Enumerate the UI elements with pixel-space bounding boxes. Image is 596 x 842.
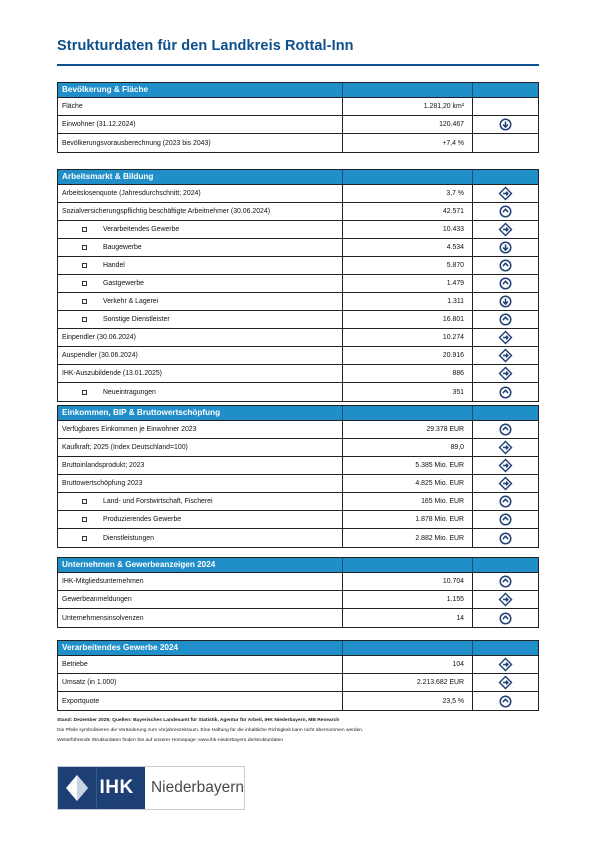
row-value: 20.916 — [343, 347, 473, 364]
ihk-logo — [57, 766, 245, 810]
trend-icon-cell — [473, 365, 538, 382]
trend-icon-cell — [473, 275, 538, 292]
table-row — [58, 293, 538, 311]
trend-icon-cell — [473, 347, 538, 364]
trend-icon-cell — [473, 221, 538, 238]
logo-name-text: Niederbayern — [150, 779, 244, 796]
trend-icon-cell — [473, 692, 538, 710]
row-label: IHK-Mitgliedsunternehmen — [58, 573, 343, 590]
table-row — [58, 511, 538, 529]
table-row — [58, 329, 538, 347]
row-value: 10.704 — [343, 573, 473, 590]
table-row — [58, 692, 538, 710]
table-row — [58, 609, 538, 627]
diamond-arrow-icon — [498, 592, 513, 607]
row-label: Auspendler (30.06.2024) — [58, 347, 343, 364]
logo-mark-icon — [58, 767, 96, 809]
diamond-arrow-icon — [498, 458, 513, 473]
trend-icon-cell — [473, 529, 538, 547]
table-row — [58, 383, 538, 401]
table-row — [58, 493, 538, 511]
row-label: Verarbeitendes Gewerbe — [58, 221, 343, 238]
trend-icon-cell — [473, 293, 538, 310]
table-row — [58, 311, 538, 329]
row-label: Bevölkerungsvorausberechnung (2023 bis 2043) — [58, 134, 343, 152]
diamond-arrow-icon — [498, 330, 513, 345]
row-value: 4.534 — [343, 239, 473, 256]
section-header — [58, 406, 538, 421]
section-header-icon-cell — [473, 83, 538, 97]
row-value: +7,4 % — [343, 134, 473, 152]
section-header-icon-cell — [473, 406, 538, 420]
row-label: Produzierendes Gewerbe — [58, 511, 343, 528]
trend-icon-cell — [473, 257, 538, 274]
section-header-value-cell — [343, 406, 473, 420]
diamond-arrow-icon — [498, 657, 513, 672]
footnote — [57, 716, 539, 746]
arrow-down-icon — [498, 294, 513, 309]
trend-icon-cell — [473, 493, 538, 510]
diamond-arrow-icon — [498, 675, 513, 690]
row-label: Sonstige Dienstleister — [58, 311, 343, 328]
row-label: Verfügbares Einkommen je Einwohner 2023 — [58, 421, 343, 438]
circle-arrow-icon — [498, 276, 513, 291]
row-value: 29.378 EUR — [343, 421, 473, 438]
row-label: Gastgewerbe — [58, 275, 343, 292]
circle-arrow-icon — [498, 422, 513, 437]
circle-arrow-icon — [498, 574, 513, 589]
circle-arrow-icon — [498, 385, 513, 400]
circle-arrow-icon — [498, 694, 513, 709]
table-row — [58, 674, 538, 692]
diamond-arrow-icon — [498, 476, 513, 491]
section — [57, 169, 539, 402]
table-row — [58, 98, 538, 116]
trend-icon-cell — [473, 421, 538, 438]
circle-arrow-icon — [498, 494, 513, 509]
diamond-arrow-icon — [498, 222, 513, 237]
trend-icon-cell — [473, 591, 538, 608]
trend-icon-cell — [473, 311, 538, 328]
row-label: Sozialversicherungspflichtig beschäftigte Arbeitnehmer (30.06.2024) — [58, 203, 343, 220]
row-value: 120.467 — [343, 116, 473, 133]
section-header — [58, 83, 538, 98]
table-row — [58, 203, 538, 221]
row-value: 89,0 — [343, 439, 473, 456]
table-row — [58, 656, 538, 674]
arrow-down-icon — [498, 117, 513, 132]
row-label: Exportquote — [58, 692, 343, 710]
table-row — [58, 591, 538, 609]
section-header-icon-cell — [473, 170, 538, 184]
section-heading: Unternehmen & Gewerbeanzeigen 2024 — [58, 558, 343, 572]
row-value: 165 Mio. EUR — [343, 493, 473, 510]
section-heading: Einkommen, BIP & Bruttowertschöpfung — [58, 406, 343, 420]
trend-icon-cell — [473, 656, 538, 673]
section-header-value-cell — [343, 170, 473, 184]
table-row — [58, 457, 538, 475]
section — [57, 640, 539, 711]
circle-arrow-icon — [498, 258, 513, 273]
trend-icon-cell — [473, 98, 538, 115]
section-header-icon-cell — [473, 641, 538, 655]
row-value: 42.571 — [343, 203, 473, 220]
diamond-arrow-icon — [498, 186, 513, 201]
row-label: Umsatz (in 1.000) — [58, 674, 343, 691]
row-value: 1.878 Mio. EUR — [343, 511, 473, 528]
row-value: 14 — [343, 609, 473, 627]
table-row — [58, 257, 538, 275]
section-header — [58, 641, 538, 656]
row-label: Unternehmensinsolvenzen — [58, 609, 343, 627]
row-value: 5.385 Mio. EUR — [343, 457, 473, 474]
row-value: 10.274 — [343, 329, 473, 346]
logo-ihk-text: IHK — [96, 767, 145, 809]
row-label: Verkehr & Lagerei — [58, 293, 343, 310]
table-row — [58, 116, 538, 134]
trend-icon-cell — [473, 185, 538, 202]
row-value: 23,5 % — [343, 692, 473, 710]
footnote-sources: Stand: Dezember 2025; Quellen: Bayerisches Landesamt für Statistik, Agentur für Arbeit, IHK Niederbayern, MB Research — [57, 718, 340, 723]
table-row — [58, 529, 538, 547]
section-header-value-cell — [343, 641, 473, 655]
row-label: Einwohner (31.12.2024) — [58, 116, 343, 133]
section-header-icon-cell — [473, 558, 538, 572]
row-value: 2.882 Mio. EUR — [343, 529, 473, 547]
trend-icon-cell — [473, 674, 538, 691]
diamond-arrow-icon — [498, 348, 513, 363]
row-value: 1.311 — [343, 293, 473, 310]
trend-icon-cell — [473, 439, 538, 456]
footnote-disclaimer: Die Pfeile symbolisieren die Veränderung zum Vorjahreszeitraum. Eine Haftung für die inhaltliche Richtigkeit kann nicht übernommen werden. — [57, 728, 364, 733]
title-rule — [57, 64, 539, 66]
row-label: Arbeitslosenquote (Jahresdurchschnitt; 2024) — [58, 185, 343, 202]
circle-arrow-icon — [498, 611, 513, 626]
page-title: Strukturdaten für den Landkreis Rottal-Inn — [57, 38, 354, 54]
row-label: Dienstleistungen — [58, 529, 343, 547]
arrow-down-icon — [498, 240, 513, 255]
section-header — [58, 558, 538, 573]
diamond-arrow-icon — [498, 440, 513, 455]
table-row — [58, 573, 538, 591]
circle-arrow-icon — [498, 204, 513, 219]
row-label: IHK-Auszubildende (13.01.2025) — [58, 365, 343, 382]
row-value: 1.155 — [343, 591, 473, 608]
footnote-homepage: Weiterführende Strukturdaten finden Sie auf unserer Homepage: www.ihk-niederbayern.de/strukturdaten — [57, 738, 284, 743]
section-header — [58, 170, 538, 185]
row-label: Neueintragungen — [58, 383, 343, 401]
trend-icon-cell — [473, 329, 538, 346]
trend-icon-cell — [473, 609, 538, 627]
trend-icon-cell — [473, 475, 538, 492]
trend-icon-cell — [473, 383, 538, 401]
row-label: Betriebe — [58, 656, 343, 673]
section — [57, 82, 539, 153]
table-row — [58, 439, 538, 457]
row-label: Land- und Forstwirtschaft, Fischerei — [58, 493, 343, 510]
circle-arrow-icon — [498, 312, 513, 327]
section-heading: Arbeitsmarkt & Bildung — [58, 170, 343, 184]
section-heading: Verarbeitendes Gewerbe 2024 — [58, 641, 343, 655]
circle-arrow-icon — [498, 512, 513, 527]
trend-icon-cell — [473, 239, 538, 256]
circle-arrow-icon — [498, 531, 513, 546]
section — [57, 557, 539, 628]
row-value: 104 — [343, 656, 473, 673]
row-label: Handel — [58, 257, 343, 274]
trend-icon-cell — [473, 116, 538, 133]
row-label: Baugewerbe — [58, 239, 343, 256]
table-row — [58, 134, 538, 152]
section-header-value-cell — [343, 558, 473, 572]
row-label: Gewerbeanmeldungen — [58, 591, 343, 608]
trend-icon-cell — [473, 134, 538, 152]
row-value: 2.213.682 EUR — [343, 674, 473, 691]
table-row — [58, 185, 538, 203]
row-label: Einpendler (30.06.2024) — [58, 329, 343, 346]
row-label: Bruttoinlandsprodukt; 2023 — [58, 457, 343, 474]
row-label: Kaufkraft; 2025 (Index Deutschland=100) — [58, 439, 343, 456]
row-value: 10.433 — [343, 221, 473, 238]
table-row — [58, 421, 538, 439]
table-row — [58, 365, 538, 383]
table-row — [58, 239, 538, 257]
table-row — [58, 221, 538, 239]
trend-icon-cell — [473, 511, 538, 528]
trend-icon-cell — [473, 203, 538, 220]
table-row — [58, 275, 538, 293]
row-value: 886 — [343, 365, 473, 382]
row-value: 1.479 — [343, 275, 473, 292]
row-value: 351 — [343, 383, 473, 401]
row-value: 5.870 — [343, 257, 473, 274]
diamond-arrow-icon — [498, 366, 513, 381]
section-header-value-cell — [343, 83, 473, 97]
section — [57, 405, 539, 548]
row-label: Bruttowertschöpfung 2023 — [58, 475, 343, 492]
table-row — [58, 347, 538, 365]
row-value: 4.825 Mio. EUR — [343, 475, 473, 492]
row-value: 1.281,20 km² — [343, 98, 473, 115]
table-row — [58, 475, 538, 493]
row-label: Fläche — [58, 98, 343, 115]
row-value: 3,7 % — [343, 185, 473, 202]
trend-icon-cell — [473, 457, 538, 474]
section-heading: Bevölkerung & Fläche — [58, 83, 343, 97]
row-value: 16.801 — [343, 311, 473, 328]
trend-icon-cell — [473, 573, 538, 590]
